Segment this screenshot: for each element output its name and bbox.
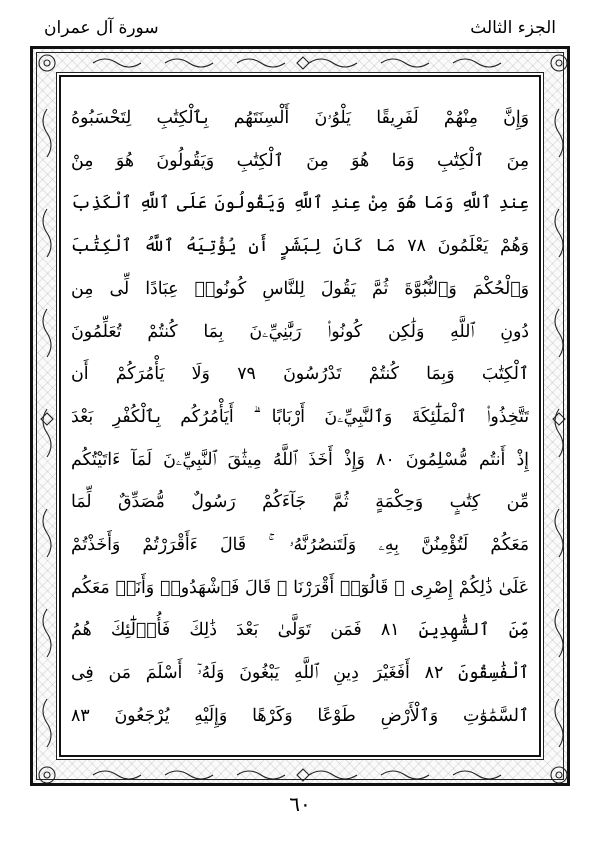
text-panel: [59, 75, 541, 757]
verse-line: مِنَ ٱلْكِتَٰبِ وَمَا هُوَ مِنَ ٱلْكِتَٰبِ وَيَقُولُونَ هُوَ مِنْ: [71, 150, 529, 171]
verse-line: وَإِنَّ مِنْهُمْ لَفَرِيقًا يَلْوُۥنَ أَلْسِنَتَهُم بِٱلْكِتَٰبِ لِتَحْسَبُوهُ: [71, 108, 529, 128]
juz-title: الجزء الثالث: [470, 18, 556, 38]
ornamental-frame: [30, 46, 570, 786]
verse-line: مِّن كِتَٰبٍ وَحِكْمَةٍ ثُمَّ جَآءَكُمْ رَسُولٌ مُّصَدِّقٌ لِّمَا: [71, 492, 529, 513]
verse-line: مِّنَ ٱلشَّٰهِدِينَ ٨١ فَمَن تَوَلَّىٰ بَعْدَ ذَٰلِكَ فَأُو۟لَٰٓئِكَ هُمُ: [71, 620, 529, 641]
surah-title: سورة آل عمران: [44, 18, 159, 38]
verse-line: ٱلسَّمَٰوَٰتِ وَٱلْأَرْضِ طَوْعًا وَكَرْهًا وَإِلَيْهِ يُرْجَعُونَ ٨٣: [71, 705, 529, 726]
verse-line: ٱلْفَٰسِقُونَ ٨٢ أَفَغَيْرَ دِينِ ٱللَّهِ يَبْغُونَ وَلَهُۥٓ أَسْلَمَ مَن فِى: [71, 663, 529, 684]
page-number: ٦٠: [289, 792, 311, 816]
verse-line: مَعَكُمْ لَتُؤْمِنُنَّ بِهِۦ وَلَتَنصُرُنَّهُۥ ۚ قَالَ ءَأَقْرَرْتُمْ وَأَخَذْتُمْ: [71, 535, 529, 556]
verse-line: ٱلْكِتَٰبَ وَبِمَا كُنتُمْ تَدْرُسُونَ ٧٩ وَلَا يَأْمُرَكُمْ أَن: [71, 364, 529, 385]
verse-line: عَلَىٰ ذَٰلِكُمْ إِصْرِى ۖ قَالُوٓا۟ أَقْرَرْنَا ۚ قَالَ فَٱشْهَدُوا۟ وَأَنَا۠ مَعَكُم: [71, 577, 529, 598]
verse-line: عِندِ ٱللَّهِ وَمَا هُوَ مِنْ عِندِ ٱللَّهِ وَيَقُولُونَ عَلَى ٱللَّهِ ٱلْكَذِبَ: [71, 193, 529, 214]
verse-line: تَتَّخِذُوا۟ ٱلْمَلَٰٓئِكَةَ وَٱلنَّبِيِّۦنَ أَرْبَابًا ۗ أَيَأْمُرُكُم بِٱلْكُفْرِ بَعْدَ: [71, 406, 529, 427]
verse-line: وَهُمْ يَعْلَمُونَ ٧٨ مَا كَانَ لِبَشَرٍ أَن يُؤْتِيَهُ ٱللَّهُ ٱلْكِتَٰبَ: [71, 236, 529, 257]
verse-line: وَٱلْحُكْمَ وَٱلنُّبُوَّةَ ثُمَّ يَقُولَ لِلنَّاسِ كُونُوا۟ عِبَادًا لِّى مِن: [71, 278, 529, 299]
verse-line: إِذْ أَنتُم مُّسْلِمُونَ ٨٠ وَإِذْ أَخَذَ ٱللَّهُ مِيثَٰقَ ٱلنَّبِيِّۦنَ لَمَآ ءَاتَيْتُكُم: [71, 449, 529, 470]
verse-line: دُونِ ٱللَّهِ وَلَٰكِن كُونُوا۟ رَبَّٰنِيِّۦنَ بِمَا كُنتُمْ تُعَلِّمُونَ: [71, 321, 529, 342]
verse-lines: [71, 97, 529, 737]
